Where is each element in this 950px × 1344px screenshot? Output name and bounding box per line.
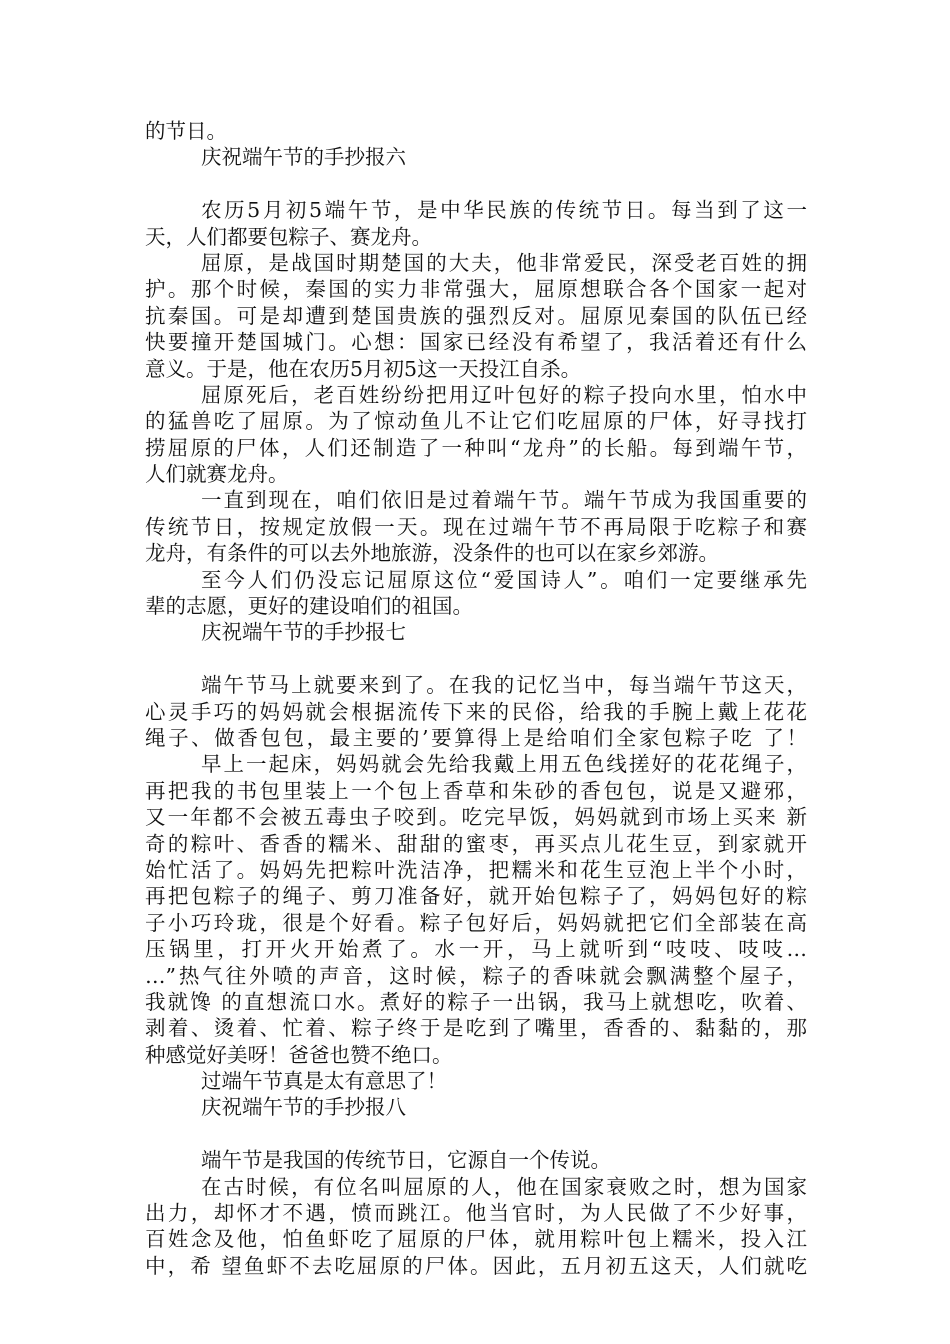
text-line: 庆祝端午节的手抄报六 — [201, 145, 406, 170]
text-line: 人们就赛龙舟。 — [145, 462, 289, 487]
text-line: 在古时候，有位名叫屈原的人，他在国家衰败之时，想为国家 — [201, 1174, 807, 1199]
text-line: 的猛兽吃了屈原。为了惊动鱼儿不让它们吃屈原的尸体，好寻找打 — [145, 409, 807, 434]
text-line: 种感觉好美呀！爸爸也赞不绝口。 — [145, 1042, 453, 1067]
text-line: 百姓念及他，怕鱼虾吃了屈原的尸体，就用粽叶包上糯米，投入江 — [145, 1227, 807, 1252]
text-line: 护。那个时候，秦国的实力非常强大，屈原想联合各个国家一起对 — [145, 277, 807, 302]
text-line: 的节日。 — [145, 119, 227, 143]
text-line: 端午节马上就要来到了。在我的记忆当中，每当端午节这天， — [201, 673, 807, 698]
text-line: 庆祝端午节的手抄报七 — [201, 620, 406, 645]
text-line: 过端午节真是太有意思了！ — [201, 1069, 447, 1094]
text-line: 绳子、做香包包，最主要的’要算得上是给咱们全家包粽子吃 了！ — [145, 725, 807, 750]
text-line: 意义。于是，他在农历5月初5这一天投江自杀。 — [145, 356, 582, 381]
text-line: 传统节日，按规定放假一天。现在过端午节不再局限于吃粽子和赛 — [145, 514, 807, 539]
blank-line — [145, 646, 807, 672]
text-line: 农历5月初5端午节，是中华民族的传统节日。每当到了这一 — [201, 198, 807, 223]
blank-line — [145, 171, 807, 197]
text-line: 出力，却怀才不遇，愤而跳江。他当官时，为人民做了不少好事， — [145, 1201, 807, 1226]
text-line: 一直到现在，咱们依旧是过着端午节。端午节成为我国重要的 — [201, 488, 807, 513]
text-line: 捞屈原的尸体，人们还制造了一种叫“龙舟”的长船。每到端午节， — [145, 435, 807, 460]
text-line: 庆祝端午节的手抄报八 — [201, 1095, 406, 1120]
text-line: 中，希 望鱼虾不去吃屈原的尸体。因此，五月初五这天，人们就吃 — [145, 1253, 807, 1278]
text-line: 始忙活了。妈妈先把粽叶洗洁净，把糯米和花生豆泡上半个小时， — [145, 857, 807, 882]
blank-line — [145, 1121, 807, 1147]
text-line: 我就馋 的直想流口水。煮好的粽子一出锅，我马上就想吃，吹着、 — [145, 989, 807, 1014]
text-line: 屈原，是战国时期楚国的大夫，他非常爱民，深受老百姓的拥 — [201, 250, 807, 275]
text-line: 早上一起床，妈妈就会先给我戴上用五色线搓好的花花绳子， — [201, 752, 807, 777]
text-line: 天，人们都要包粽子、赛龙舟。 — [145, 224, 432, 249]
text-line: …”热气往外喷的声音，这时候，粽子的香味就会飘满整个屋子， — [145, 963, 807, 988]
text-line: 心灵手巧的妈妈就会根据流传下来的民俗，给我的手腕上戴上花花 — [145, 699, 807, 724]
text-line: 至今人们仍没忘记屈原这位“爱国诗人”。咱们一定要继承先 — [201, 567, 807, 592]
text-line: 奇的粽叶、香香的糯米、甜甜的蜜枣，再买点儿花生豆，到家就开 — [145, 831, 807, 856]
text-line: 抗秦国。可是却遭到楚国贵族的强烈反对。屈原见秦国的队伍已经 — [145, 303, 807, 328]
text-line: 再把我的书包里装上一个包上香草和朱砂的香包包，说是又避邪， — [145, 778, 807, 803]
text-line: 快要撞开楚国城门。心想：国家已经没有希望了，我活着还有什么 — [145, 330, 807, 355]
text-line: 剥着、烫着、忙着、粽子终于是吃到了嘴里，香香的、黏黏的，那 — [145, 1016, 807, 1041]
document-body — [145, 118, 807, 1279]
text-line: 端午节是我国的传统节日，它源自一个传说。 — [201, 1148, 611, 1173]
text-line: 子小巧玲珑，很是个好看。粽子包好后，妈妈就把它们全部装在高 — [145, 910, 807, 935]
text-line: 压锅里，打开火开始煮了。水一开，马上就听到“吱吱、吱吱… — [145, 937, 807, 962]
text-line: 屈原死后，老百姓纷纷把用辽叶包好的粽子投向水里，怕水中 — [201, 382, 807, 407]
text-line: 又一年都不会被五毒虫子咬到。吃完早饭，妈妈就到市场上买来 新 — [145, 805, 807, 830]
text-line: 再把包粽子的绳子、剪刀准备好，就开始包粽子了，妈妈包好的粽 — [145, 884, 807, 909]
text-line: 辈的志愿，更好的建设咱们的祖国。 — [145, 594, 473, 619]
text-line: 龙舟，有条件的可以去外地旅游，没条件的也可以在家乡郊游。 — [145, 541, 719, 566]
